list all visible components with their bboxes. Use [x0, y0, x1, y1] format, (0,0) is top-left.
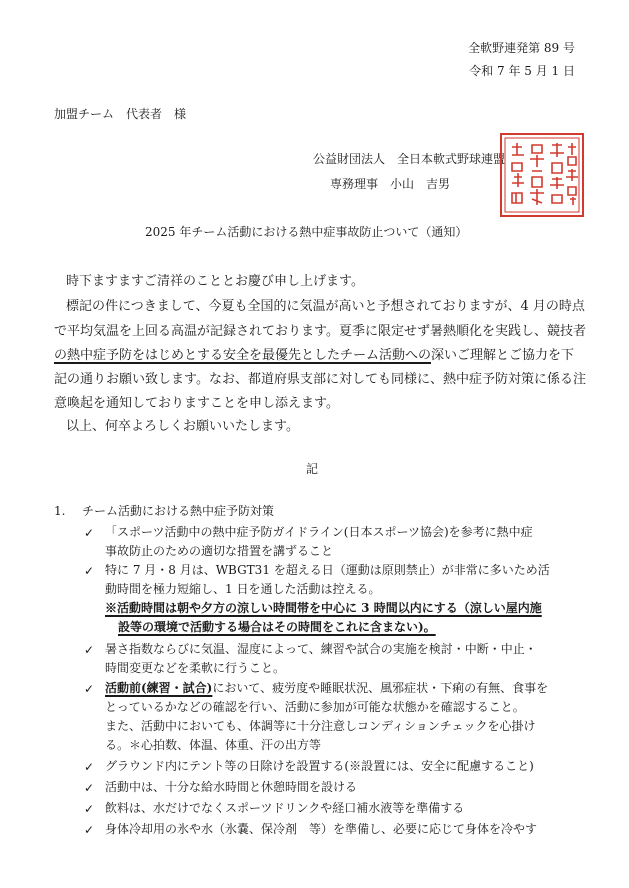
- item-4-line-1-rest: において、疲労度や睡眠状況、風邪症状・下痢の有無、食事を: [212, 681, 549, 695]
- check-icon: ✓: [84, 643, 95, 657]
- official-seal: [500, 133, 584, 217]
- check-icon: ✓: [84, 682, 95, 696]
- item-8: 身体冷却用の氷や水（氷嚢、保冷剤 等）を準備し、必要に応じて身体を冷やす: [105, 822, 538, 836]
- check-icon: ✓: [84, 802, 95, 816]
- item-5: グラウンド内にテント等の日除けを設置する(※設置には、安全に配慮すること): [105, 759, 534, 773]
- sender-organization: 公益財団法人 全日本軟式野球連盟: [313, 152, 506, 166]
- closing-line: 以上、何卒よろしくお願いいたします。: [66, 419, 299, 434]
- item-2-note-line-2: [118, 618, 436, 637]
- item-4-line-2: とっているかなどの確認を行い、活動に参加が可能な状態かを確認すること。: [105, 700, 525, 714]
- body-line-3-rest: 深いご理解とご協力を下: [431, 348, 575, 363]
- underlined-emphasis: の熱中症予防をはじめとする安全を最優先としたチーム活動への: [54, 348, 432, 363]
- item-4-line-1: [105, 679, 548, 698]
- item-2-line-2: 動時間を極力短縮し、1 日を通した活動は控える。: [105, 582, 381, 596]
- greeting-paragraph: 時下ますますご清祥のこととお慶び申し上げます。: [66, 274, 364, 289]
- check-icon: ✓: [84, 781, 95, 795]
- item-4-line-4: る。＊心拍数、体温、体重、汗の出方等: [105, 738, 322, 752]
- addressee: 加盟チーム 代表者 様: [54, 107, 187, 121]
- document-number: 全軟野連発第 89 号: [468, 41, 575, 55]
- item-4-emphasis: 活動前(練習・試合): [105, 681, 213, 695]
- item-4-line-3: また、活動中においても、体調等に十分注意しコンディションチェックを心掛け: [105, 719, 536, 733]
- sender-name: 専務理事 小山 吉男: [330, 177, 451, 191]
- body-line-4: 記の通りお願い致します。なお、都道府県支部に対しても同様に、熱中症予防対策に係る注: [54, 372, 586, 387]
- item-3-line-1: 暑さ指数ならびに気温、湿度によって、練習や試合の実施を検討・中断・中止・: [105, 642, 537, 656]
- body-line-5: 意喚起を通知しておりますことを申し添えます。: [54, 396, 339, 411]
- item-2-note-text-2: 設等の環境で活動する場合はその時間をこれに含まない)。: [118, 620, 436, 634]
- body-line-3: [54, 346, 574, 366]
- item-1-line-1: 「スポーツ活動中の熱中症予防ガイドライン(日本スポーツ協会)を参考に熱中症: [105, 525, 533, 539]
- body-line-2: で平均気温を上回る高温が記録されております。夏季に限定せず暑熱順化を実践し、競技者: [54, 324, 586, 339]
- item-1-line-2: 事故防止のための適切な措置を講ずること: [105, 544, 334, 558]
- document-date: 令和 7 年 5 月 1 日: [469, 64, 575, 78]
- ki-marker: 記: [306, 462, 319, 476]
- body-line-1: 標記の件につきまして、今夏も全国的に気温が高いと予想されておりますが、4 月の時点: [66, 299, 585, 314]
- check-icon: ✓: [84, 823, 95, 837]
- notice-title: 2025 年チーム活動における熱中症事故防止ついて（通知）: [145, 225, 468, 239]
- check-icon: ✓: [84, 564, 95, 578]
- check-icon: ✓: [84, 526, 95, 540]
- section-heading: チーム活動における熱中症予防対策: [82, 504, 275, 518]
- item-2-note-line-1: [105, 599, 542, 618]
- section-number: 1.: [54, 504, 66, 518]
- item-2-note-text-1: ※活動時間は朝や夕方の涼しい時間帯を中心に 3 時間以内にする（涼しい屋内施: [105, 601, 542, 615]
- item-7: 飲料は、水だけでなくスポーツドリンクや経口補水液等を準備する: [105, 801, 465, 815]
- item-6: 活動中は、十分な給水時間と休憩時間を設ける: [105, 780, 358, 794]
- item-3-line-2: 時間変更などを柔軟に行うこと。: [105, 661, 286, 675]
- check-icon: ✓: [84, 760, 95, 774]
- item-2-line-1: 特に 7 月・8 月は、WBGT31 を超える日（運動は原則禁止）が非常に多いため活: [105, 563, 550, 577]
